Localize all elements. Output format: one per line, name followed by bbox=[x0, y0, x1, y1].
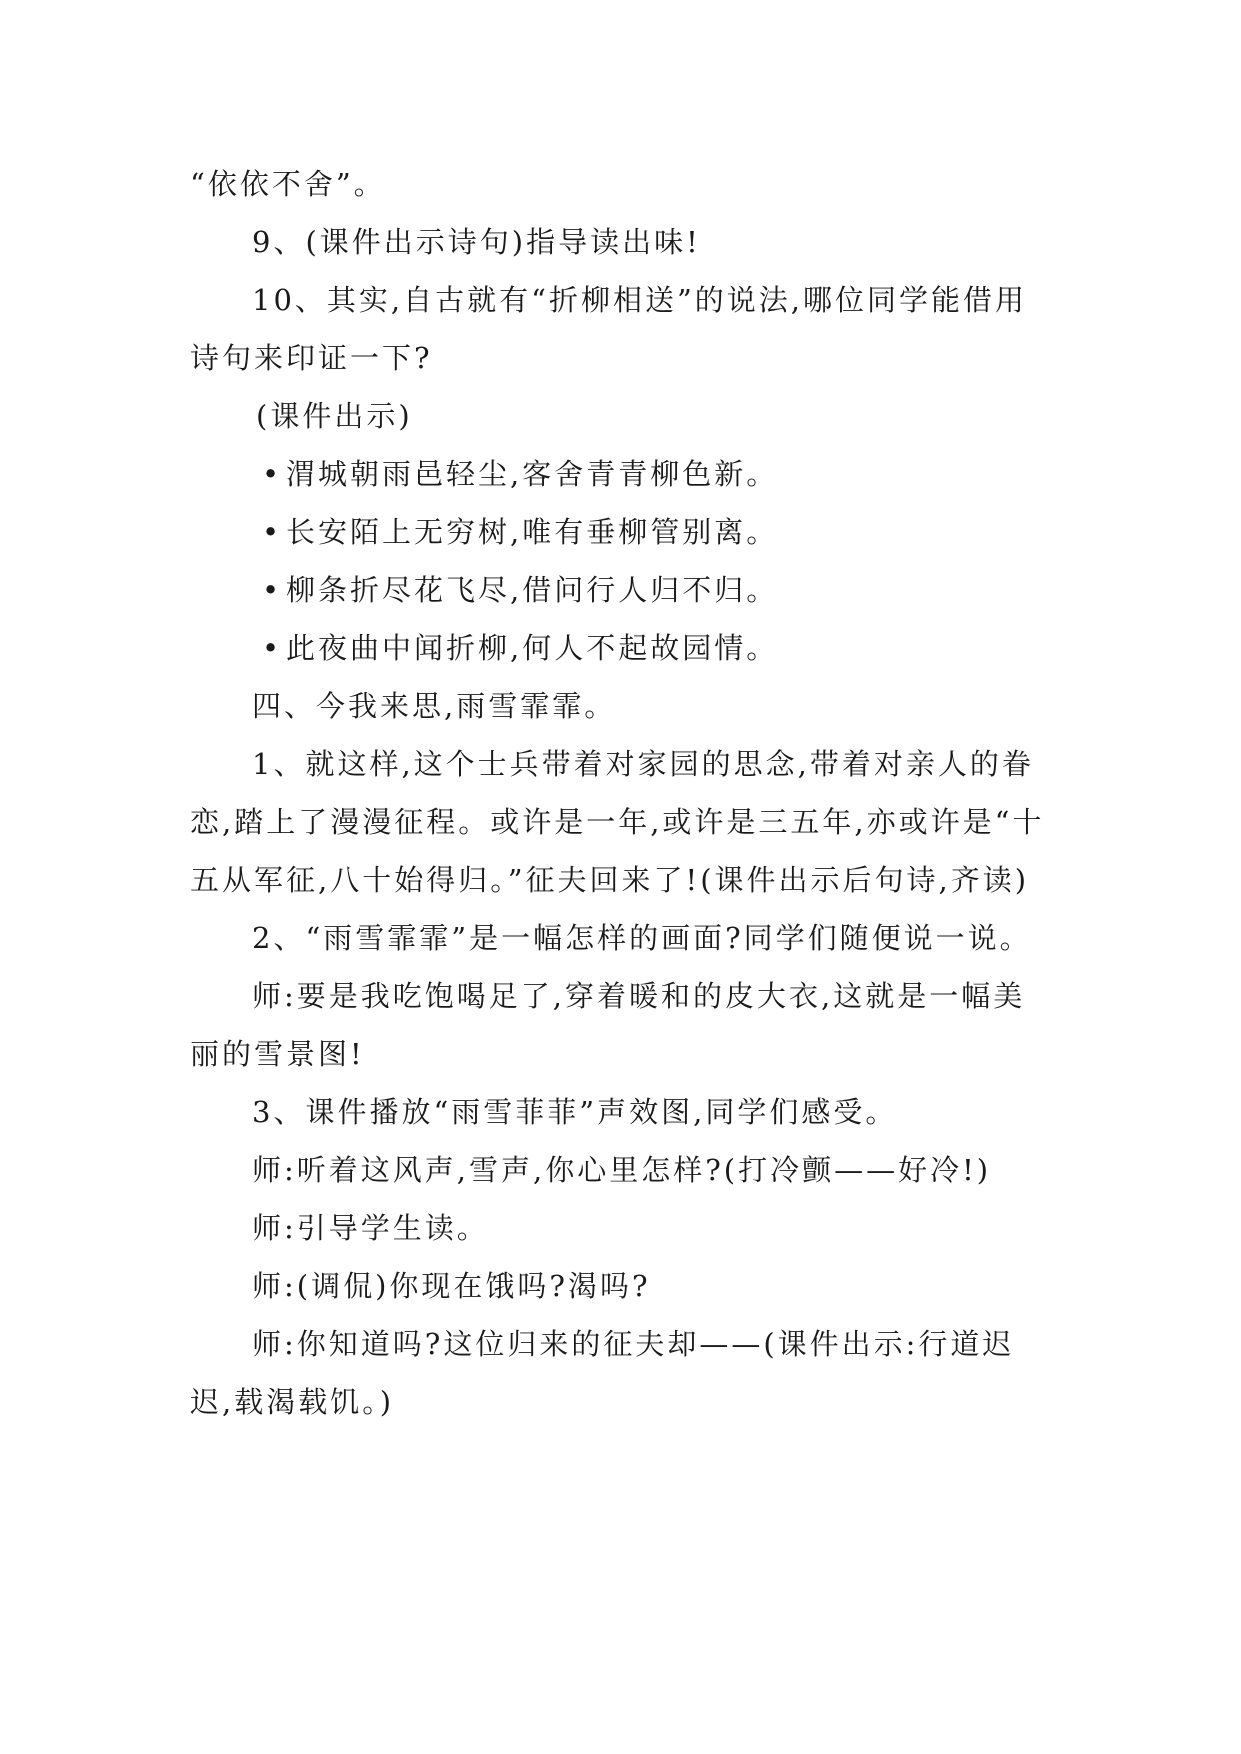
bullet-icon: • bbox=[262, 515, 283, 549]
bullet-icon: • bbox=[262, 573, 283, 607]
paragraph-teacher-4: 师:(调侃)你现在饿吗?渴吗? bbox=[252, 1269, 651, 1303]
paragraph-part-2: 2、“雨雪霏霏”是一幅怎样的画面?同学们随便说一说。 bbox=[252, 921, 1032, 955]
paragraph-teacher-3: 师:引导学生读。 bbox=[252, 1211, 489, 1245]
paragraph-teacher-5: 师:你知道吗?这位归来的征夫却——(课件出示:行道迟迟,载渴载饥。) bbox=[190, 1327, 1015, 1419]
bullet-icon: • bbox=[262, 631, 283, 665]
paragraph-part-3: 3、课件播放“雨雪菲菲”声效图,同学们感受。 bbox=[252, 1095, 898, 1129]
paragraph-courseware-note: (课件出示) bbox=[256, 399, 413, 433]
poem-line-2 bbox=[190, 503, 1050, 561]
poem-line-4 bbox=[190, 619, 1050, 677]
poem-line-3 bbox=[190, 561, 1050, 619]
document-body bbox=[190, 155, 1050, 1431]
paragraph-step-9: 9、(课件出示诗句)指导读出味! bbox=[252, 225, 701, 259]
poem-line-2-text: 长安陌上无穷树,唯有垂柳管别离。 bbox=[286, 515, 779, 549]
poem-line-4-text: 此夜曲中闻折柳,何人不起故园情。 bbox=[286, 631, 779, 665]
paragraph-part-1: 1、就这样,这个士兵带着对家园的思念,带着对亲人的眷恋,踏上了漫漫征程。或许是一年,或许是三五年,亦或许是“十五从军征,八十始得归。”征夫回来了!(课件出示后句诗,齐读) bbox=[190, 747, 1045, 897]
bullet-icon: • bbox=[262, 457, 283, 491]
poem-line-3-text: 柳条折尽花飞尽,借问行人归不归。 bbox=[286, 573, 779, 607]
section-heading-four: 四、今我来思,雨雪霏霏。 bbox=[252, 689, 617, 723]
poem-line-1 bbox=[190, 445, 1050, 503]
paragraph-step-10: 10、其实,自古就有“折柳相送”的说法,哪位同学能借用诗句来印证一下? bbox=[190, 283, 1027, 375]
paragraph-teacher-1: 师:要是我吃饱喝足了,穿着暖和的皮大衣,这就是一幅美丽的雪景图! bbox=[190, 979, 1026, 1071]
paragraph-quote-continuation: “依依不舍”。 bbox=[190, 167, 386, 201]
poem-line-1-text: 渭城朝雨邑轻尘,客舍青青柳色新。 bbox=[286, 457, 779, 491]
paragraph-teacher-2: 师:听着这风声,雪声,你心里怎样?(打冷颤——好冷!) bbox=[252, 1153, 992, 1187]
